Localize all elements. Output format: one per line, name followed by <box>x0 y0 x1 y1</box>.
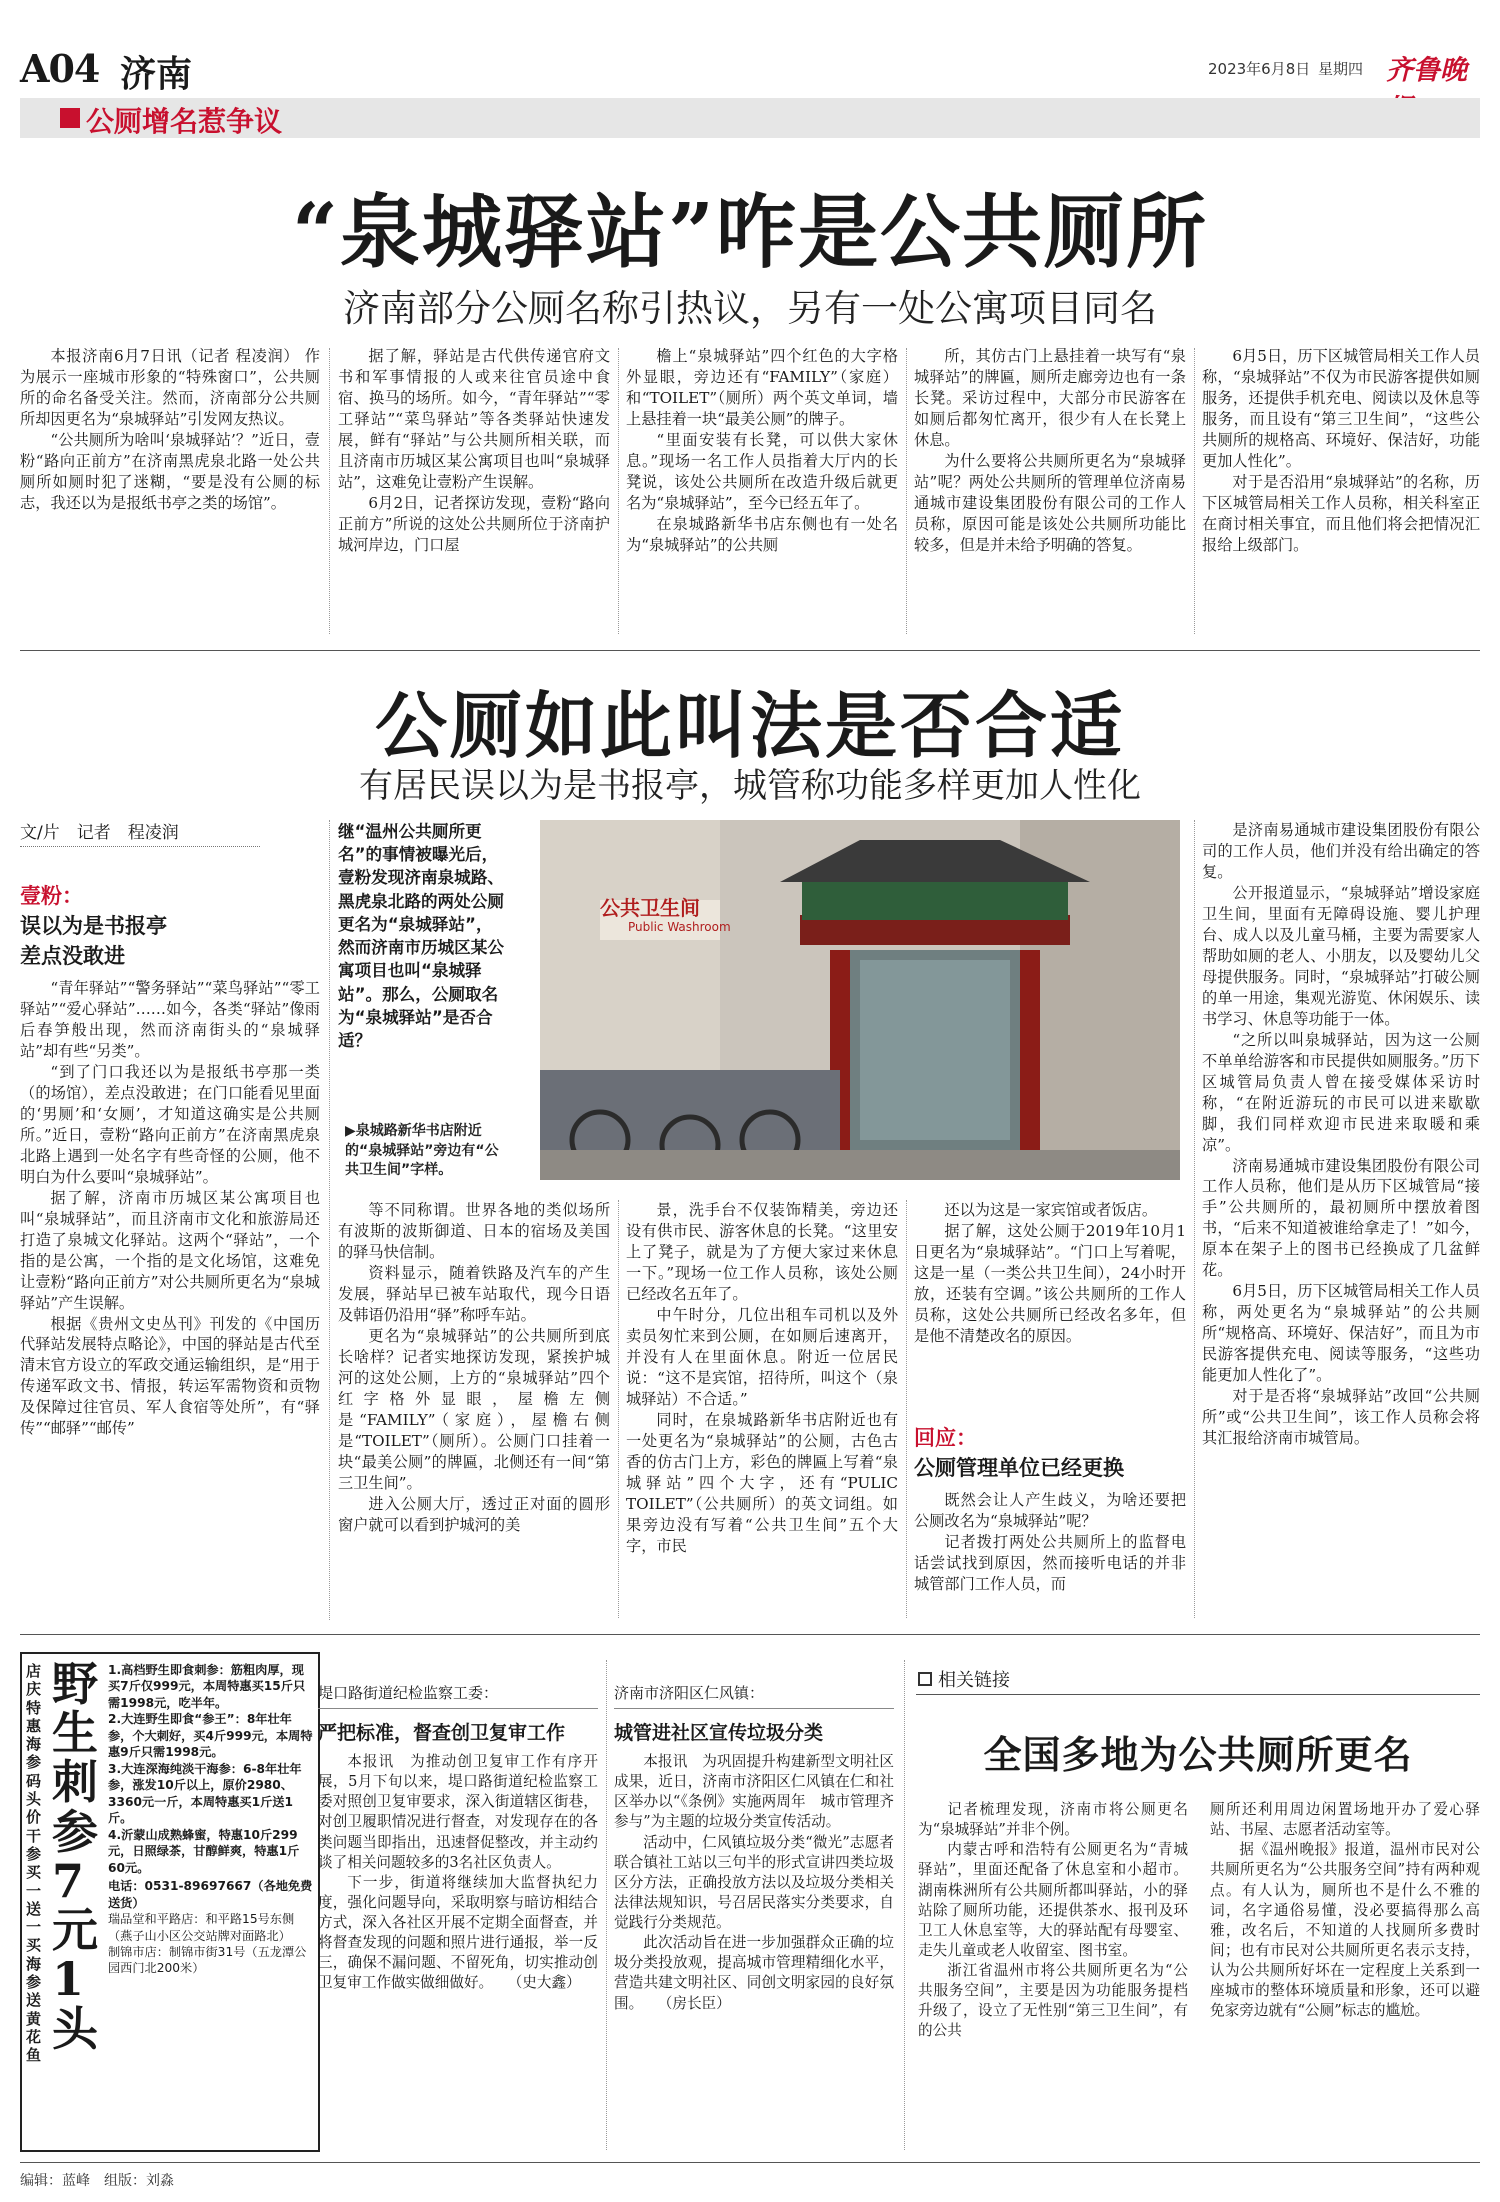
footer-rule <box>20 2162 1480 2163</box>
paragraph: 据《温州晚报》报道，温州市民对公共厕所更名为“公共服务空间”持有两种观点。有人认为，厕所也不是什么不雅的词，名字通俗易懂，没必要搞得那么高雅，改名后，不知道的人找厕所多费时间；也有市民对公共厕所更名表示支持，认为公共厕所好坏在一定程度上关系到一座城市的整体环境质量和形象，还可以避免家旁边就有“公厕”标志的尴尬。 <box>1210 1841 1480 2020</box>
paragraph: 据了解，济南市历城区某公寓项目也叫“泉城驿站”，而且济南市文化和旅游局还打造了泉城文化驿站。这两个“驿站”，一个指的是公寓，一个指的是文化场馆，这难免让壹粉“路向正前方”对公共厕所更名为“泉城驿站”产生误解。 <box>20 1188 320 1312</box>
section-name: 济南 <box>120 53 193 95</box>
paragraph: 等不同称谓。世界各地的类似场所有波斯的波斯御道、日本的宿场及美国的驿马快信制。 <box>338 1201 610 1261</box>
column-rule <box>1194 348 1195 634</box>
section-head: 差点没敢进 <box>20 944 125 968</box>
advert-item: 3.大连深海纯淡干海参：6-8年壮年参，涨发10斤以上，原价2980、3360元一斤，本周特惠买1斤送1斤。 <box>108 1761 302 1826</box>
lead-text: 继“温州公共厕所更名”的事情被曝光后，壹粉发现济南泉城路、黑虎泉北路的两处公厕更名为“泉城驿站”，然而济南市历城区某公寓项目也叫“泉城驿站”。那么，公厕取名为“泉城驿站”是否合适？ <box>338 822 504 1050</box>
section-head: 公厕管理单位已经更换 <box>914 1456 1124 1480</box>
story2-column-d-top <box>914 1200 1186 1418</box>
story1-column-4 <box>914 346 1186 638</box>
advert-item: 2.大连野生即食“参王”：8年壮年参，个大刺好，买4斤999元，本周特惠9斤只需1998元。 <box>108 1712 313 1760</box>
paragraph: 中午时分，几位出租车司机以及外卖员匆忙来到公厕，在如厕后速离开，并没有人在里面休息。附近一位居民说：“这不是宾馆，招待所，叫这个（泉城驿站）不合适。” <box>626 1305 898 1408</box>
paragraph: 记者梳理发现，济南市将公厕更名为“泉城驿站”并非个例。 <box>918 1801 1188 1839</box>
paragraph: 6月2日，记者探访发现，壹粉“路向正前方”所说的这处公共厕所位于济南护城河岸边，门口屋 <box>338 493 610 554</box>
brief2-body <box>614 1752 894 2152</box>
paragraph: 本报讯 为巩固提升构建新型文明社区成果，近日，济南市济阳区仁风镇在仁和社区举办以“《条例》实施两周年 城市管理齐参与”为主题的垃圾分类宣传活动。 <box>614 1753 894 1831</box>
related-left <box>918 1800 1188 2150</box>
photo <box>540 820 1180 1180</box>
story2-column-e <box>1202 820 1480 1618</box>
paragraph: 更名为“泉城驿站”的公共厕所到底长啥样？记者实地探访发现，紧挨护城河的这处公厕，上方的“泉城驿站”四个红字格外显眼，屋檐左侧是“FAMILY”（家庭），屋檐右侧是“TOILET”（厕所）。公厕门口挂着一块“最美公厕”的牌匾，北侧还有一间“第三卫生间”。 <box>338 1326 610 1492</box>
photo-caption: ▶泉城路新华书店附近的“泉城驿站”旁边有“公共卫生间”字样。 <box>345 1123 499 1179</box>
paragraph: 记者拨打两处公共厕所上的监督电话尝试找到原因，然而接听电话的并非城管部门工作人员，而 <box>914 1532 1186 1593</box>
brief-title: 城管进社区宣传垃圾分类 <box>614 1722 824 1744</box>
section-head: 误以为是书报亭 <box>20 914 167 938</box>
section-kicker: 壹粉： <box>20 884 83 908</box>
advert-address: 制锦市店：制锦市街31号（五龙潭公园西门北200米） <box>108 1944 307 1976</box>
paragraph: 下一步，街道将继续加大监督执纪力度，强化问题导向，采取明察与暗访相结合方式，深入各社区开展不定期全面督查，并将督查发现的问题和照片进行通报，举一反三，确保不漏问题、不留死角，切实推动创卫复审工作做实做细做好。 （史大鑫） <box>318 1873 598 1992</box>
section-kicker: 回应： <box>914 1426 977 1450</box>
story2-column-b <box>338 1200 610 1618</box>
paragraph: 浙江省温州市将公共厕所更名为“公共服务空间”，主要是因为功能服务提档升级了，设立了无性别“第三卫生间”，有的公共 <box>918 1962 1188 2040</box>
paragraph: 本报讯 为推动创卫复审工作有序开展，5月下旬以来，堤口路街道纪检监察工委对照创卫复审要求，深入街道辖区街巷，对创卫履职情况进行督查，对发现存在的各类问题当即指出，迅速督促整改，并主动约谈了相关问题较多的3名社区负责人。 <box>318 1753 598 1871</box>
advert-address: 瑞品堂和平路店：和平路15号东侧（燕子山小区公交站牌对面路北） <box>108 1912 295 1943</box>
paragraph: 为什么要将公共厕所更名为“泉城驿站”呢？两处公共厕所的管理单位济南易通城市建设集团股份有限公司的工作人员称，原因可能是该处公共厕所功能比较多，但是并未给予明确的答复。 <box>914 451 1186 554</box>
column-rule <box>329 820 330 1620</box>
paragraph: 对于是否沿用“泉城驿站”的名称，历下区城管局相关工作人员称，相关科室正在商讨相关事宜，而且他们将会把情况汇报给上级部门。 <box>1202 472 1480 554</box>
column-rule <box>906 1200 907 1618</box>
related-title: 全国多地为公共厕所更名 <box>983 1732 1413 1777</box>
photo-scene <box>540 820 1180 1180</box>
byline: 文/片 记者 程凌润 <box>20 818 260 847</box>
paragraph: 厕所还利用周边闲置场地开办了爱心驿站、书屋、志愿者活动室等。 <box>1210 1801 1480 1839</box>
paragraph: 对于是否将“泉城驿站”改回“公共厕所”或“公共卫生间”，该工作人员称会将其汇报给济南市城管局。 <box>1202 1387 1480 1448</box>
paragraph: “到了门口我还以为是报纸书亭那一类（的场馆），差点没敢进；在门口能看见里面的‘男厕’和‘女厕’，才知道这确实是公共厕所。”近日，壹粉“路向正前方”在济南黑虎泉北路上遇到一处名字有些奇怪的公厕，他不明白为什么要叫“泉城驿站”。 <box>20 1062 320 1186</box>
paper-logo: 齐鲁晚 <box>1386 55 1467 86</box>
story1-subtitle: 济南部分公厕名称引热议，另有一处公寓项目同名 <box>343 287 1157 330</box>
paragraph: 内蒙古呼和浩特有公厕更名为“青城驿站”，里面还配备了休息室和小超市。湖南株洲所有公共厕所都叫驿站，小的驿站除了厕所功能，还提供茶水、报刊及环卫工人休息室等，大的驿站配有母婴室、走失儿童或老人收留室、图书室。 <box>918 1841 1188 1959</box>
paragraph: 济南易通城市建设集团股份有限公司工作人员称，他们是从历下区城管局“接手”公共厕所的，最初厕所中摆放着图书，“后来不知道被谁给拿走了！”如今，原本在架子上的图书已经换成了几盆鲜花。 <box>1202 1156 1480 1280</box>
divider <box>20 1634 1480 1635</box>
photo-sign-cn: 公共卫生间 <box>600 896 700 920</box>
advert-box <box>20 1652 320 2152</box>
paragraph: 根据《贵州文史丛刊》刊发的《中国历代驿站发展特点略论》，中国的驿站是古代至清末官方设立的军政交通运输组织，是“用于传递军政文书、情报，转运军需物资和贡物及保障过往官员、军人食宿等处所”，有“驿传”“邮驿”“邮传” <box>20 1314 320 1438</box>
kicker-rule <box>318 1708 598 1709</box>
related-rule <box>916 1694 1480 1695</box>
column-rule <box>904 1660 905 2150</box>
issue-date: 2023年6月8日 <box>1208 60 1311 78</box>
column-rule <box>618 348 619 634</box>
divider <box>20 650 1480 651</box>
related-label: 相关链接 <box>938 1670 1010 1691</box>
page-header <box>20 40 1480 100</box>
advert-phone: 电话：0531-89697667（各地免费送货） <box>108 1879 313 1910</box>
story1-column-5 <box>1202 346 1480 638</box>
paragraph: 进入公厕大厅，透过正对面的圆形窗户就可以看到护城河的美 <box>338 1494 610 1534</box>
paragraph: 公开报道显示，“泉城驿站”增设家庭卫生间，里面有无障碍设施、婴儿护理台、成人以及儿童马桶，主要为需要家人帮助如厕的老人、小朋友，以及婴幼儿父母提供服务。同时，“泉城驿站”打破公厕的单一用途，集观光游览、休闲娱乐、读书学习、休息等功能于一体。 <box>1202 883 1480 1028</box>
photo-sign-en: Public Washroom <box>628 920 731 934</box>
paragraph: 活动中，仁风镇垃圾分类“微光”志愿者联合镇社工站以三句半的形式宣讲四类垃圾区分方法，正确投放方法以及垃圾分类相关法律法规知识，号召居民落实分类要求，自觉践行分类规范。 <box>614 1833 894 1931</box>
paragraph: 是济南易通城市建设集团股份有限公司的工作人员，他们并没有给出确定的答复。 <box>1202 821 1480 881</box>
advert-details <box>108 1662 314 2146</box>
brief1-body <box>318 1752 598 2152</box>
story2-column-d-bottom <box>914 1490 1186 1618</box>
column-rule <box>1194 820 1195 1618</box>
advert-side-text: 店庆特惠 海参码头价 干参买一送一 买海参送黄花鱼 <box>26 1662 42 2065</box>
story2-title: 公厕如此叫法是否合适 <box>374 683 1125 768</box>
paragraph: 景，洗手台不仅装饰精美，旁边还设有供市民、游客休息的长凳。“这里安上了凳子，就是为了方便大家过来休息一下。”现场一位工作人员称，该处公厕已经改名五年了。 <box>626 1201 898 1303</box>
story2-column-c <box>626 1200 898 1618</box>
paragraph: “青年驿站”“警务驿站”“菜鸟驿站”“零工驿站”“爱心驿站”……如今，各类“驿站”像雨后春笋般出现，然而济南街头的“泉城驿站”却有些“另类”。 <box>20 979 320 1060</box>
paragraph: 在泉城路新华书店东侧也有一处名为“泉城驿站”的公共厕 <box>626 514 898 554</box>
advert-headline: 野生刺参7元1头 <box>52 1660 98 2056</box>
footer-credits: 编辑：蓝峰 组版：刘淼 <box>20 2173 174 2189</box>
paragraph: 檐上“泉城驿站”四个红色的大字格外显眼，旁边还有“FAMILY”（家庭）和“TOILET”（厕所）两个英文单词，墙上悬挂着一块“最美公厕”的牌子。 <box>626 347 898 428</box>
paragraph: 据了解，这处公厕于2019年10月1日更名为“泉城驿站”。“门口上写着呢，这是一星（一类公共卫生间），24小时开放，还装有空调。”该公共厕所的工作人员称，这处公共厕所已经改名多年，但是他不清楚改名的原因。 <box>914 1221 1186 1345</box>
tag-square <box>60 108 80 128</box>
related-box-icon <box>918 1672 932 1686</box>
paragraph: 据了解，驿站是古代供传递官府文书和军事情报的人或来往官员途中食宿、换马的场所。如今，“青年驿站”“零工驿站”“菜鸟驿站”等各类驿站快速发展，鲜有“驿站”与公共厕所相关联，而且济南市历城区某公寓项目也叫“泉城驿站”，这难免让壹粉产生误解。 <box>338 347 610 491</box>
paragraph: 本报济南6月7日讯（记者 程凌润） 作为展示一座城市形象的“特殊窗口”，公共厕所的命名备受关注。然而，济南部分公共厕所却因更名为“泉城驿站”引发网友热议。 <box>20 347 320 428</box>
paragraph: 还以为这是一家宾馆或者饭店。 <box>944 1201 1158 1219</box>
story1-column-3 <box>626 346 898 638</box>
brief-title: 严把标准，督查创卫复审工作 <box>318 1722 566 1744</box>
paragraph: 既然会让人产生歧义，为啥还要把公厕改名为“泉城驿站”呢？ <box>914 1491 1186 1530</box>
brief-kicker: 济南市济阳区仁风镇： <box>614 1684 765 1702</box>
story1-column-1 <box>20 346 320 638</box>
column-rule <box>606 1660 607 2150</box>
section-tag: 公厕增名惹争议 <box>86 105 283 138</box>
advert-item: 4.沂蒙山成熟蜂蜜，特惠10斤299元，日照绿茶，甘醇鲜爽，特惠1斤60元。 <box>108 1827 300 1875</box>
column-rule <box>618 1200 619 1618</box>
kicker-rule <box>614 1708 894 1709</box>
brief-kicker: 堤口路街道纪检监察工委： <box>318 1684 499 1702</box>
paragraph: “公共厕所为啥叫‘泉城驿站’？”近日，壹粉“路向正前方”在济南黑虎泉北路一处公共厕所如厕时犯了迷糊，“要是没有公厕的标志，我还以为是报纸书亭之类的场馆”。 <box>20 430 320 512</box>
story2-column-a <box>20 978 320 1618</box>
paragraph: “之所以叫泉城驿站，因为这一公厕不单单给游客和市民提供如厕服务。”历下区城管局负责人曾在接受媒体采访时称，“在附近游玩的市民可以进来歇歇脚，我们同样欢迎市民进来取暖和乘凉”。 <box>1202 1030 1480 1154</box>
paragraph: “里面安装有长凳，可以供大家休息。”现场一名工作人员指着大厅内的长凳说，该处公共厕所在改造升级后就更名为“泉城驿站”，至今已经五年了。 <box>626 430 898 512</box>
story2-subtitle: 有居民误以为是书报亭，城管称功能多样更加人性化 <box>359 766 1141 806</box>
paragraph: 6月5日，历下区城管局相关工作人员称，“泉城驿站”不仅为市民游客提供如厕服务，还提供手机充电、阅读以及休息等服务，而且设有“第三卫生间”，“这些公共厕所的规格高、环境好、保洁好，功能更加人性化”。 <box>1202 347 1480 470</box>
paragraph: 所，其仿古门上悬挂着一块写有“泉城驿站”的牌匾，厕所走廊旁边也有一条长凳。采访过程中，大部分市民游客在如厕后都匆忙离开，很少有人在长凳上休息。 <box>914 347 1186 449</box>
story1-title: “泉城驿站”咋是公共厕所 <box>291 185 1209 279</box>
issue-weekday: 星期四 <box>1318 60 1364 78</box>
related-right <box>1210 1800 1480 2150</box>
paragraph: 此次活动旨在进一步加强群众正确的垃圾分类投放观，提高城市管理精细化水平，营造共建文明社区、同创文明家园的良好氛围。 （房长臣） <box>614 1934 894 2012</box>
story1-column-2 <box>338 346 610 638</box>
column-rule <box>906 348 907 634</box>
paragraph: 资料显示，随着铁路及汽车的产生发展，驿站早已被车站取代，现今日语及韩语仍沿用“驿”称呼车站。 <box>338 1263 610 1324</box>
paragraph: 6月5日，历下区城管局相关工作人员称，两处更名为“泉城驿站”的公共厕所“规格高、环境好、保洁好”，而且为市民游客提供充电、阅读等服务，“这些功能更加人性化了”。 <box>1202 1282 1480 1385</box>
page-number: A04 <box>20 46 100 91</box>
column-rule <box>329 348 330 634</box>
paragraph: 同时，在泉城路新华书店附近也有一处更名为“泉城驿站”的公厕，古色古香的仿古门上方，彩色的牌匾上写着“泉城驿站”四个大字，还有“PULIC TOILET”（公共厕所）的英文词组。如果旁边没有写着“公共卫生间”五个大字，市民 <box>626 1410 898 1555</box>
advert-item: 1.高档野生即食刺参：筋粗肉厚，现买7斤仅999元，本周特惠买15斤只需1998元，吃半年。 <box>108 1663 306 1710</box>
